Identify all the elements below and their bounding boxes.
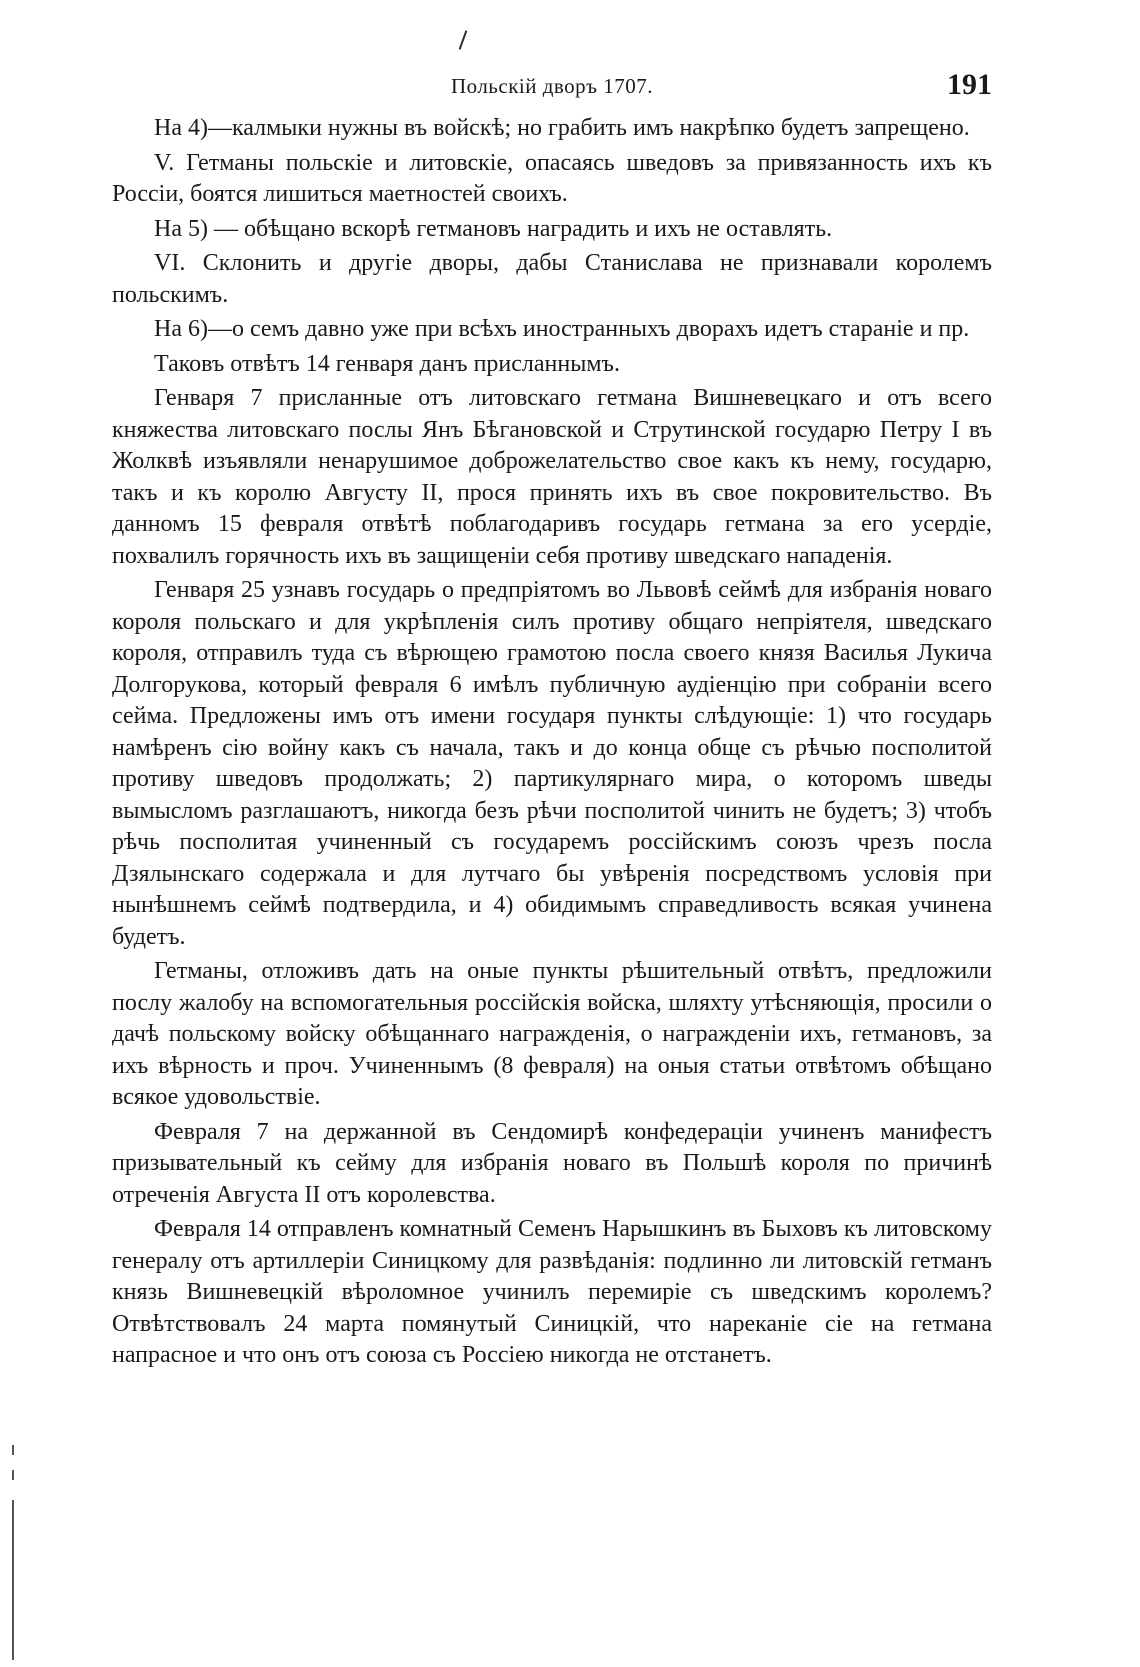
scan-margin-line [12, 1500, 14, 1660]
paragraph: VI. Склонить и другіе дворы, дабы Станислава не признавали королемъ польскимъ. [112, 250, 992, 308]
paragraph: Февраля 7 на держанной въ Сендомирѣ конфедераціи учиненъ манифестъ призывательный къ сейму для избранія новаго въ Польшѣ короля по причинѣ отреченія Августа II отъ королевства. [112, 1118, 992, 1208]
paragraph: На 6)—о семъ давно уже при всѣхъ иностранныхъ дворахъ идетъ стараніе и пр. [154, 316, 970, 342]
stray-ink-mark [459, 30, 468, 49]
paragraph: На 5) — обѣщано вскорѣ гетмановъ наградить и ихъ не оставлять. [154, 215, 833, 242]
paragraph: Гетманы, отложивъ дать на оные пункты рѣшительный отвѣтъ, предложили послу жалобу на вспомогательныя россійскія войска, шляхту утѣсняющія, просили о дачѣ польскому войску обѣщаннаго награжденія, о награжденіи ихъ, гетмановъ, за ихъ вѣрность и проч. Учиненнымъ (8 февраля) на оныя статьи отвѣтомъ обѣщано всякое удовольствіе. [112, 958, 992, 1110]
scan-margin-tick [12, 1445, 14, 1455]
paragraph: Генваря 7 присланные отъ литовскаго гетмана Вишневецкаго и отъ всего княжества литовскаго послы Янъ Бѣгановской и Струтинской государю Петру I въ Жолквѣ изъявляли ненарушимое доброжелательство свое какъ къ нему, государю, такъ и къ королю Августу II, прося принять ихъ въ свое покровительство. Въ данномъ 15 февраля отвѣтѣ поблагодаривъ государь гетмана за его усердіе, похвалилъ горячность ихъ въ защищеніи себя противу шведскаго нападенія. [112, 385, 992, 569]
paragraph: Генваря 25 узнавъ государь о предпріятомъ во Львовѣ сеймѣ для избранія новаго короля польскаго и для укрѣпленія силъ противу общаго непріятеля, шведскаго короля, отправилъ туда съ вѣрющею грамотою посла своего князя Василья Лукича Долгорукова, который февраля 6 имѣлъ публичную аудіенцію при собраніи всего сейма. Предложены имъ отъ имени государя пункты слѣдующіе: 1) что государь намѣренъ сію войну какъ съ начала, такъ и до конца обще съ рѣчью посполитой противу шведовъ продолжать; 2) партикулярнаго мира, о которомъ шведы вымысломъ разглашаютъ, никогда безъ рѣчи посполитой чинить не будетъ; 3) чтобъ рѣчь посполитая учиненный съ государемъ россійскимъ союзъ чрезъ посла Дзялынскаго содержала и для лутчаго бы увѣренія посредствомъ условія при нынѣшнемъ сеймѣ подтвердила, и 4) обидимымъ справедливость всякая учинена будетъ. [112, 577, 992, 950]
paragraph: V. Гетманы польскіе и литовскіе, опасаясь шведовъ за привязанность ихъ къ Россіи, боятся лишиться маетностей своихъ. [112, 149, 992, 207]
paragraph: Таковъ отвѣтъ 14 генваря данъ присланнымъ. [154, 350, 620, 377]
paragraph: Февраля 14 отправленъ комнатный Семенъ Нарышкинъ въ Быховъ къ литовскому генералу отъ артиллеріи Синицкому для развѣданія: подлинно ли литовскій гетманъ князь Вишневецкій вѣроломное учинилъ перемиріе съ шведскимъ королемъ? Отвѣтствовалъ 24 марта помянутый Синицкій, что нареканіе сіе на гетмана напрасное и что онъ отъ союза съ Россіею никогда не отстанетъ. [112, 1216, 992, 1368]
body-text [112, 113, 992, 1372]
page-header [112, 68, 992, 108]
paragraph: На 4)—калмыки нужны въ войскѣ; но грабить имъ накрѣпко будетъ запрещено. [154, 115, 970, 141]
page-number: 191 [947, 68, 992, 101]
running-title: Польскій дворъ 1707. [450, 74, 654, 98]
scan-margin-tick [12, 1470, 14, 1480]
